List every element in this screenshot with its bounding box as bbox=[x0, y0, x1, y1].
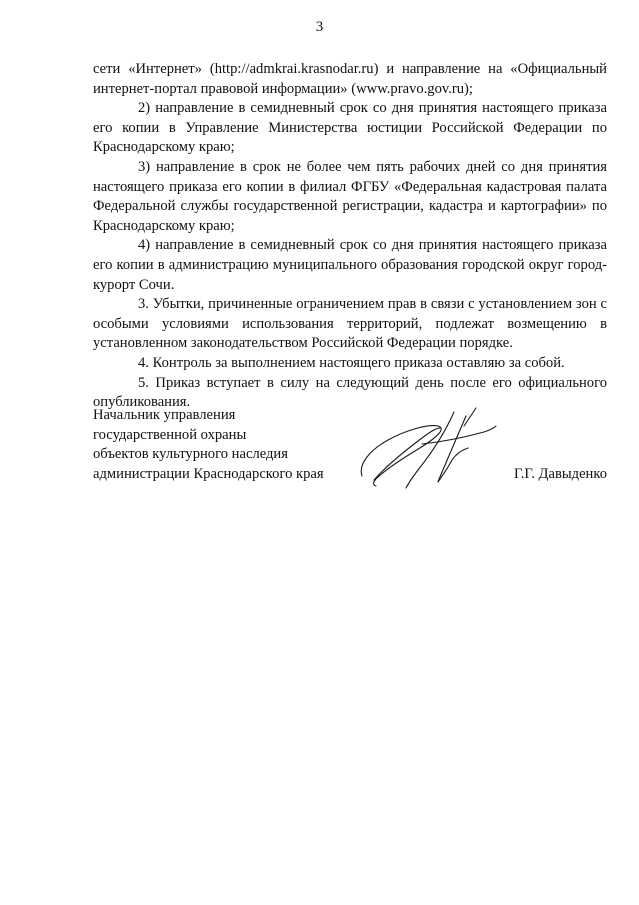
position-line: администрации Краснодарского края bbox=[93, 465, 324, 482]
document-body bbox=[93, 60, 607, 413]
paragraph-clause-3: 3. Убытки, причиненные ограничением прав в связи с установлением зон с особыми условиями использования территорий, подлежат возмещению в установленном законодательством Российской Федерации порядке. bbox=[93, 296, 607, 352]
position-line: Начальник управления bbox=[93, 407, 236, 423]
handwritten-signature bbox=[356, 406, 506, 490]
paragraph-continuation: сети «Интернет» (http://admkrai.krasnodar.ru) и направление на «Официальный интернет-портал правовой информации» (www.pravo.gov.ru); bbox=[93, 61, 607, 97]
page-number: 3 bbox=[315, 19, 324, 35]
paragraph-clause-4: 4. Контроль за выполнением настоящего приказа оставляю за собой. bbox=[138, 354, 565, 371]
signature-block bbox=[93, 406, 607, 486]
signatory-position bbox=[93, 406, 363, 484]
paragraph-clause-5: 5. Приказ вступает в силу на следующий день после его официального опубликования. bbox=[93, 374, 607, 411]
paragraph-item-3: 3) направление в срок не более чем пять рабочих дней со дня принятия настоящего приказа его копии в филиал ФГБУ «Федеральная кадастровая палата Федеральной службы государственной регистрации, кадастра и картографии» по Краснодарскому краю; bbox=[93, 158, 607, 234]
paragraph-item-2: 2) направление в семидневный срок со дня принятия настоящего приказа его копии в Управление Министерства юстиции Российской Федерации по Краснодарскому краю; bbox=[93, 100, 607, 156]
signatory-name: Г.Г. Давыденко bbox=[513, 465, 607, 482]
position-line: государственной охраны bbox=[93, 426, 247, 443]
position-line: объектов культурного наследия bbox=[93, 446, 288, 463]
paragraph-item-4: 4) направление в семидневный срок со дня принятия настоящего приказа его копии в администрацию муниципального образования городской округ город-курорт Сочи. bbox=[93, 237, 607, 293]
